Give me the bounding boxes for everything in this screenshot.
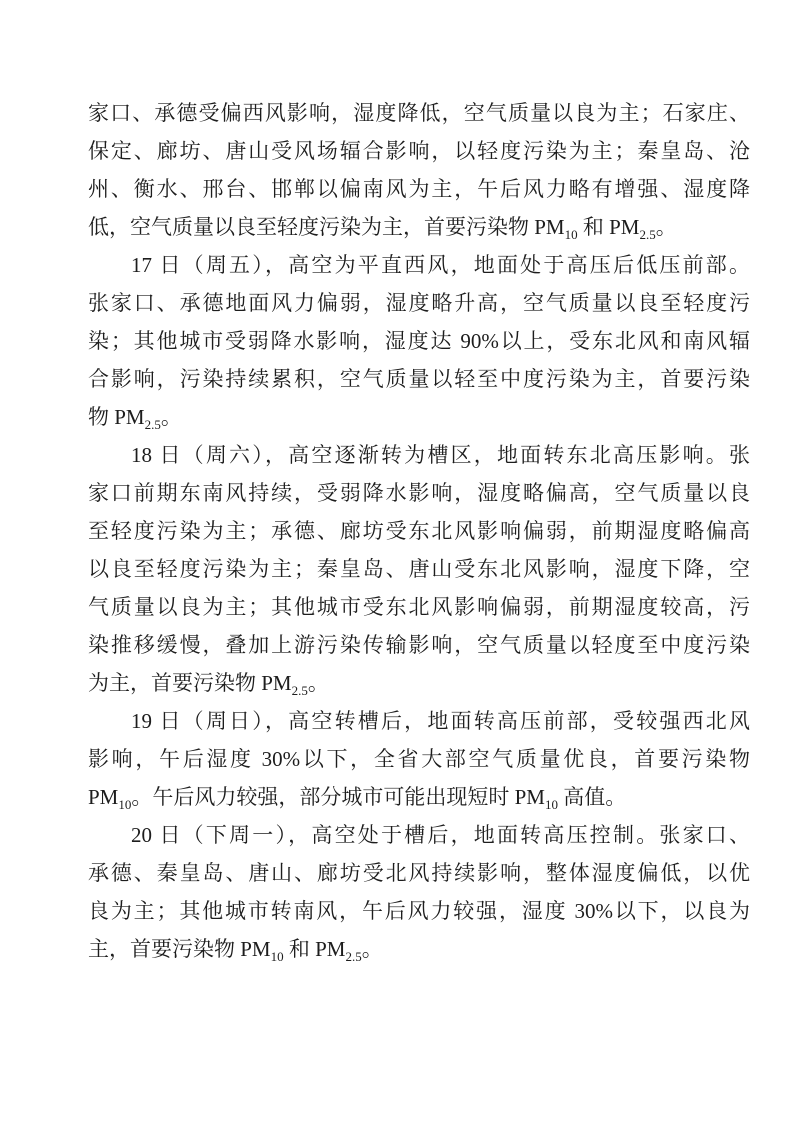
text-run: 17 日（周五），高空为平直西风，地面处于高压后低压前部。 xyxy=(131,253,750,277)
text-run: 合影响，污染持续累积，空气质量以轻至中度污染为主，首要污染 xyxy=(88,367,750,391)
paragraph xyxy=(88,246,750,436)
text-line xyxy=(88,208,750,246)
subscript-text: 10 xyxy=(544,797,558,813)
text-run: 物 PM xyxy=(88,405,145,429)
text-line xyxy=(88,322,750,360)
text-run: 。 xyxy=(160,405,182,429)
paragraph xyxy=(88,816,750,968)
text-run: 。午后风力较强，部分城市可能出现短时 PM xyxy=(131,785,545,809)
text-line xyxy=(88,930,750,968)
text-run: 为主，首要污染物 PM xyxy=(88,671,292,695)
paragraph xyxy=(88,702,750,816)
text-line xyxy=(88,588,750,626)
text-line xyxy=(88,474,750,512)
subscript-text: 10 xyxy=(564,227,578,243)
text-line xyxy=(88,702,750,740)
text-line xyxy=(88,816,750,854)
text-line xyxy=(88,892,750,930)
text-line xyxy=(88,360,750,398)
subscript-text: 10 xyxy=(118,797,132,813)
text-line xyxy=(88,550,750,588)
subscript-text: 2.5 xyxy=(144,417,161,433)
text-line xyxy=(88,854,750,892)
text-run: 气质量以良为主；其他城市受东北风影响偏弱，前期湿度较高，污 xyxy=(88,595,750,619)
text-run: 。 xyxy=(307,671,329,695)
text-line xyxy=(88,398,750,436)
text-run: 州、衡水、邢台、邯郸以偏南风为主，午后风力略有增强、湿度降 xyxy=(88,177,750,201)
text-run: 低，空气质量以良至轻度污染为主，首要污染物 PM xyxy=(88,215,565,239)
text-run: 20 日（下周一），高空处于槽后，地面转高压控制。张家口、 xyxy=(131,823,750,847)
forecast-text xyxy=(88,94,750,968)
subscript-text: 2.5 xyxy=(291,683,308,699)
text-run: 张家口、承德地面风力偏弱，湿度略升高，空气质量以良至轻度污 xyxy=(88,291,750,315)
text-line xyxy=(88,246,750,284)
text-run: 染推移缓慢，叠加上游污染传输影响，空气质量以轻度至中度污染 xyxy=(88,633,750,657)
subscript-text: 2.5 xyxy=(345,949,362,965)
text-run: 至轻度污染为主；承德、廊坊受东北风影响偏弱，前期湿度略偏高 xyxy=(88,519,750,543)
text-line xyxy=(88,132,750,170)
text-run: 家口前期东南风持续，受弱降水影响，湿度略偏高，空气质量以良 xyxy=(88,481,750,505)
text-line xyxy=(88,740,750,778)
text-run: PM xyxy=(88,785,119,809)
paragraph xyxy=(88,436,750,702)
text-line xyxy=(88,778,750,816)
text-run: 和 PM xyxy=(283,937,346,961)
text-line xyxy=(88,512,750,550)
text-run: 以良至轻度污染为主；秦皇岛、唐山受东北风影响，湿度下降，空 xyxy=(88,557,750,581)
text-run: 影响，午后湿度 30%以下，全省大部空气质量优良，首要污染物 xyxy=(88,747,750,771)
text-run: 家口、承德受偏西风影响，湿度降低，空气质量以良为主；石家庄、 xyxy=(88,101,750,125)
text-run: 良为主；其他城市转南风，午后风力较强，湿度 30%以下，以良为 xyxy=(88,899,750,923)
text-line xyxy=(88,664,750,702)
paragraph xyxy=(88,94,750,246)
text-line xyxy=(88,94,750,132)
subscript-text: 10 xyxy=(270,949,284,965)
text-run: 19 日（周日），高空转槽后，地面转高压前部，受较强西北风 xyxy=(131,709,750,733)
text-line xyxy=(88,284,750,322)
text-run: 。 xyxy=(655,215,677,239)
text-line xyxy=(88,170,750,208)
text-run: 。 xyxy=(361,937,383,961)
text-line xyxy=(88,436,750,474)
text-run: 保定、廊坊、唐山受风场辐合影响，以轻度污染为主；秦皇岛、沧 xyxy=(88,139,750,163)
text-run: 和 PM xyxy=(577,215,640,239)
text-run: 承德、秦皇岛、唐山、廊坊受北风持续影响，整体湿度偏低，以优 xyxy=(88,861,750,885)
text-run: 主，首要污染物 PM xyxy=(88,937,271,961)
text-run: 高值。 xyxy=(557,785,627,809)
text-run: 18 日（周六），高空逐渐转为槽区，地面转东北高压影响。张 xyxy=(131,443,750,467)
text-run: 染；其他城市受弱降水影响，湿度达 90%以上，受东北风和南风辐 xyxy=(88,329,750,353)
subscript-text: 2.5 xyxy=(639,227,656,243)
text-line xyxy=(88,626,750,664)
